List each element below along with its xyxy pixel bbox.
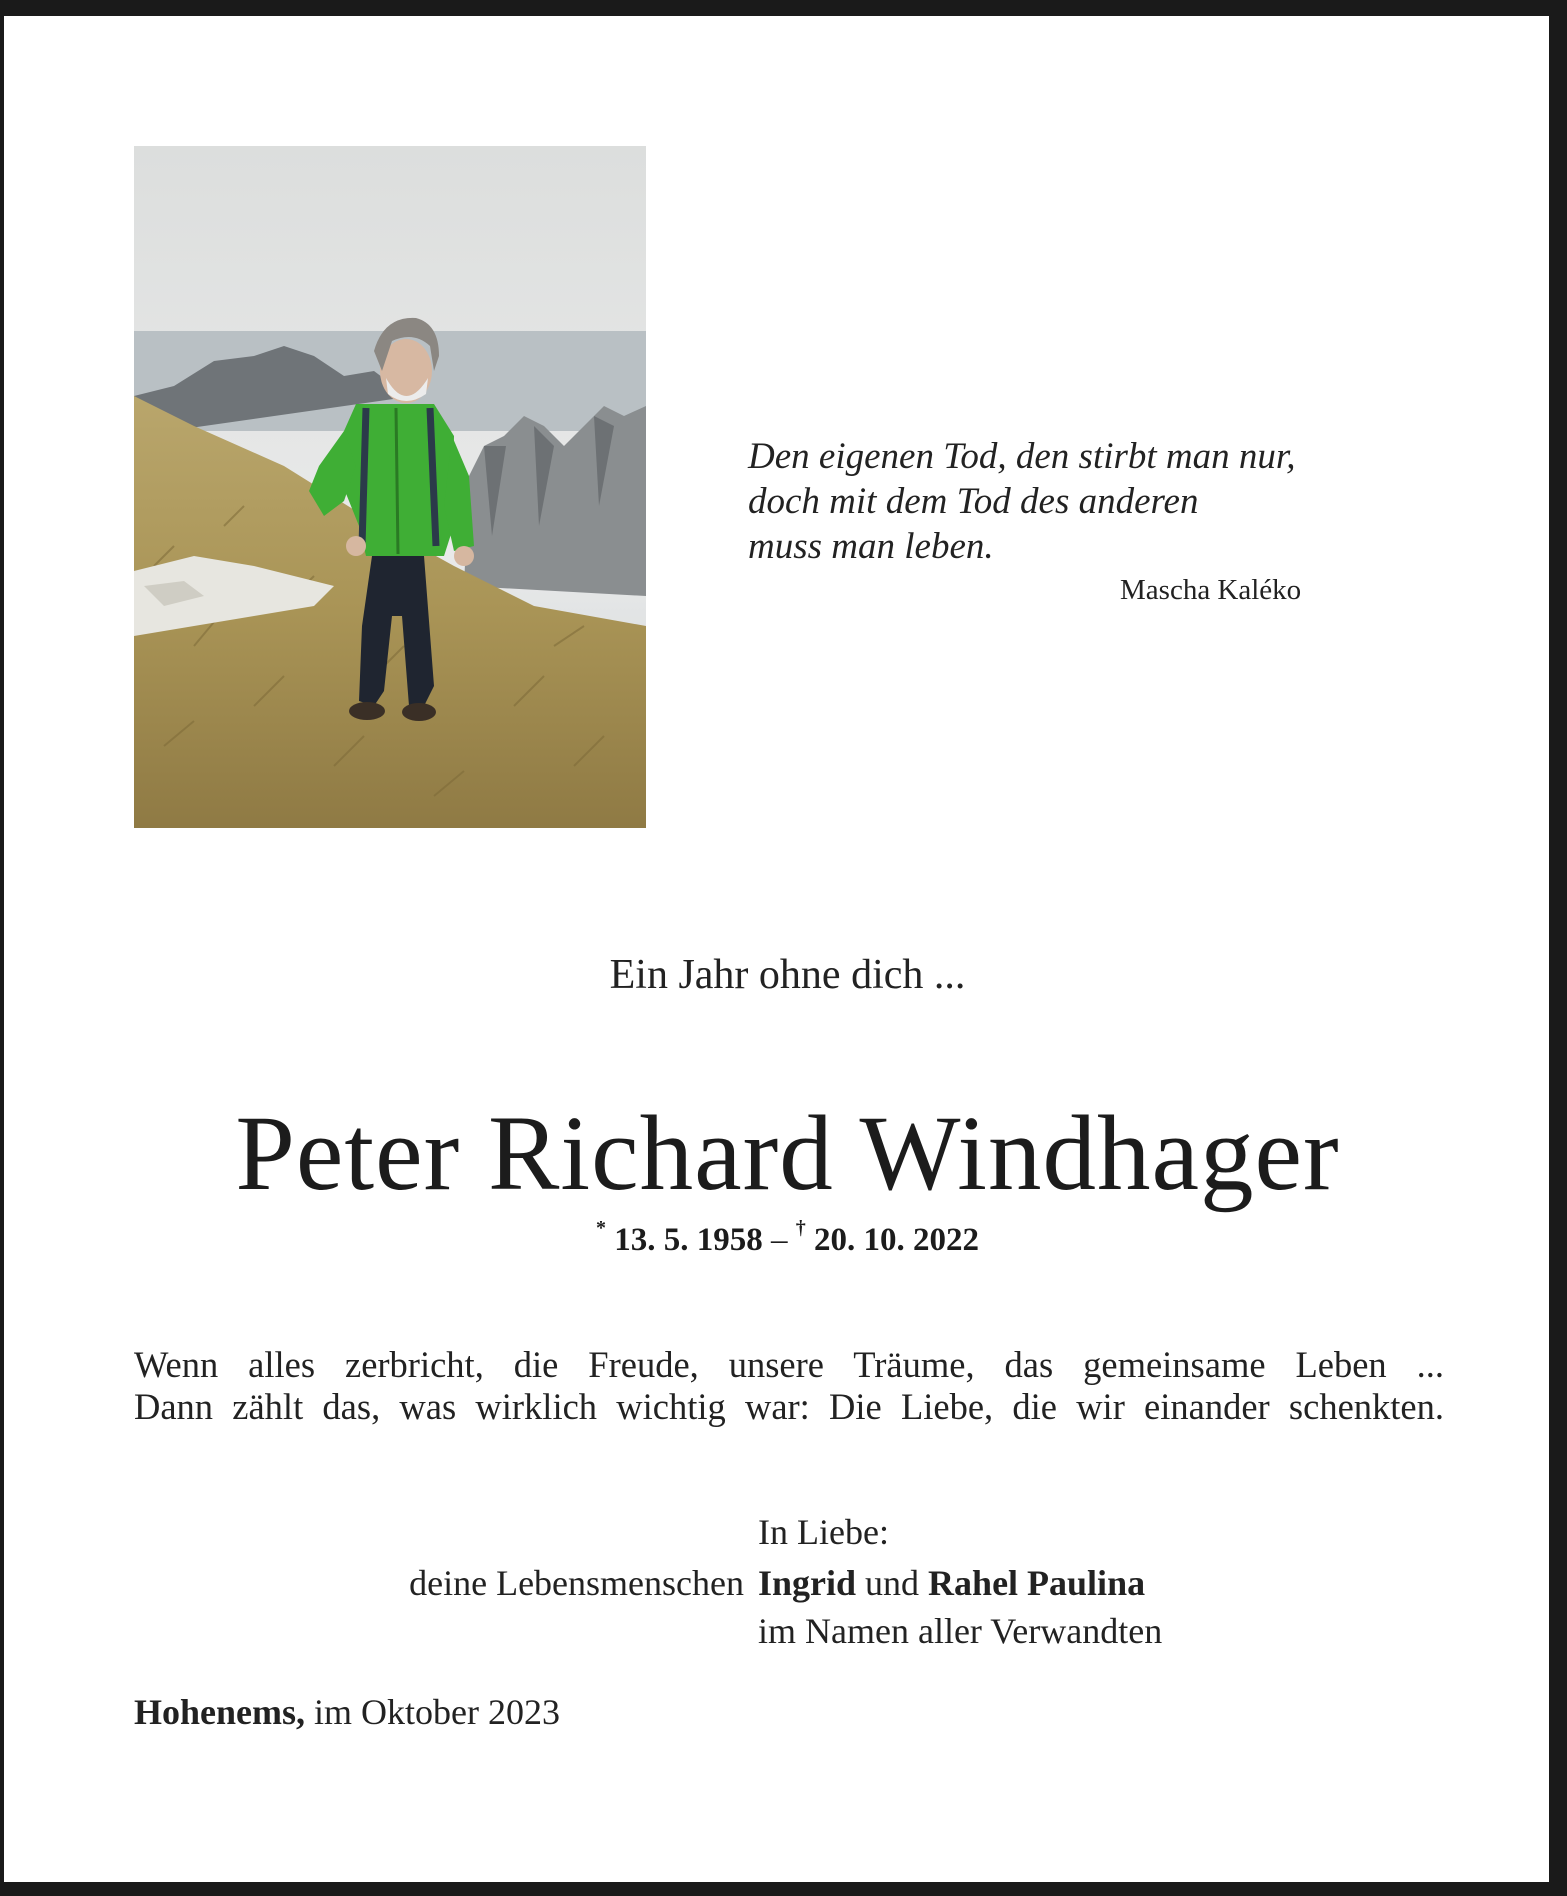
birth-symbol: *	[596, 1217, 606, 1239]
death-date: 20. 10. 2022	[814, 1222, 979, 1258]
death-symbol: †	[795, 1217, 806, 1239]
notice-date: im Oktober 2023	[314, 1692, 560, 1732]
quote-line: doch mit dem Tod des anderen	[748, 481, 1199, 522]
memorial-quote	[748, 434, 1388, 569]
signature-behalf: im Namen aller Verwandten	[758, 1611, 1163, 1651]
hiker-photo-illustration	[134, 146, 646, 828]
memorial-poem	[134, 1344, 1444, 1428]
mourner-name: Ingrid	[758, 1563, 857, 1603]
poem-line: Wenn alles zerbricht, die Freude, unsere Träume, das gemeinsame Leben ...	[134, 1344, 1444, 1385]
date-separator: –	[771, 1222, 788, 1258]
memorial-photo	[134, 146, 646, 828]
intro-text: Ein Jahr ohne dich ...	[609, 952, 966, 998]
quote-line: muss man leben.	[748, 526, 994, 567]
quote-author: Mascha Kaléko	[1120, 574, 1302, 606]
mourner-name: Rahel Paulina	[928, 1563, 1146, 1603]
signature-conjunction: und	[865, 1563, 920, 1603]
place-and-date	[134, 1691, 560, 1733]
birth-date: 13. 5. 1958	[614, 1222, 763, 1258]
place-name: Hohenems,	[134, 1692, 305, 1732]
poem-line: Dann zählt das, was wirklich wichtig war: Die Liebe, die wir einander schenkten.	[134, 1386, 1444, 1427]
signature-names	[758, 1562, 1145, 1604]
signature-lead: deine Lebensmenschen	[409, 1563, 744, 1603]
signature-heading: In Liebe:	[758, 1512, 889, 1552]
deceased-name: Peter Richard Windhager	[235, 1095, 1340, 1213]
quote-line: Den eigenen Tod, den stirbt man nur,	[748, 436, 1296, 477]
life-dates	[4, 1217, 1567, 1259]
